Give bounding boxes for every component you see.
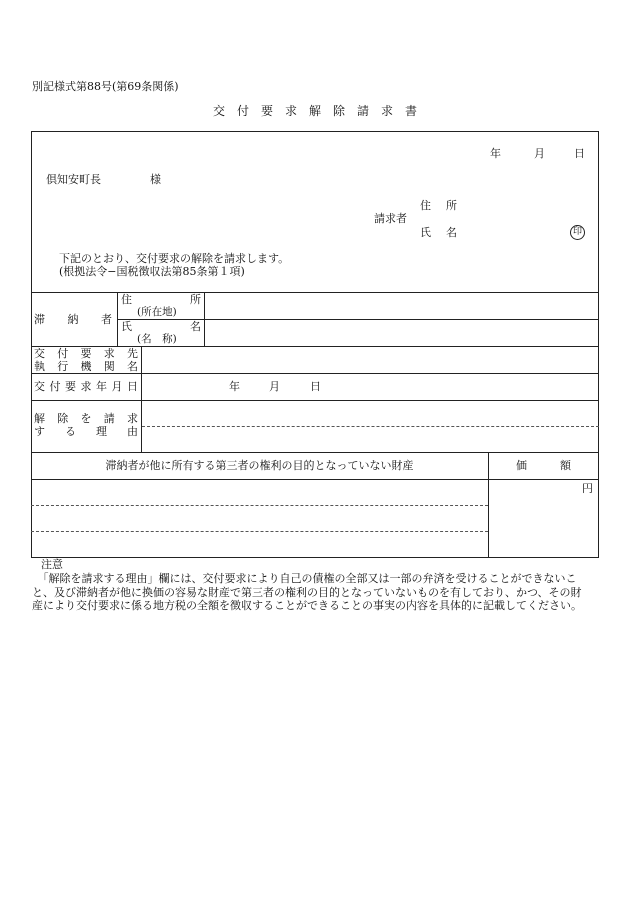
request-statement: 下記のとおり、交付要求の解除を請求します。 <box>59 252 290 265</box>
requester-name-label-2: 名 <box>446 226 457 239</box>
vline-delinquent <box>117 292 118 346</box>
line-property-header <box>31 479 599 480</box>
reason-dashed-line <box>142 426 599 427</box>
price-header: 価 額 <box>516 459 571 472</box>
notes-heading: 注意 <box>41 558 63 571</box>
delinquent-label: 滞 納 者 <box>34 313 112 326</box>
vline-labels <box>141 346 142 452</box>
requester-name-label-1: 氏 <box>420 226 431 239</box>
name-sub-label: (名 称) <box>137 333 177 345</box>
seal-mark-icon: 印 <box>570 225 585 240</box>
request-date-day: 日 <box>310 380 321 393</box>
vline-address-label <box>204 292 205 346</box>
form-title: 交 付 要 求 解 除 請 求 書 <box>212 104 417 118</box>
address-sub-label: (所在地) <box>137 306 177 318</box>
requester-address-label-2: 所 <box>446 199 457 212</box>
name-label-1: 氏 <box>121 320 132 333</box>
reason-label-line1: 解 除 を 請 求 <box>34 412 138 425</box>
line-date-end <box>31 400 599 401</box>
request-date-month: 月 <box>269 380 280 393</box>
form-reference: 別記様式第88号(第69条関係) <box>32 80 179 93</box>
request-dest-label-line1: 交 付 要 求 先 <box>34 347 138 360</box>
request-date-label: 交 付 要 求 年 月 日 <box>34 380 138 393</box>
addressee: 倶知安町長 <box>46 173 101 186</box>
requester-label: 請求者 <box>374 212 407 225</box>
name-label-2: 名 <box>190 320 201 333</box>
addressee-honorific: 様 <box>150 173 161 186</box>
reason-label-line2: す る 理 由 <box>34 425 138 438</box>
property-header: 滞納者が他に所有する第三者の権利の目的となっていない財産 <box>105 459 414 472</box>
date-year: 年 <box>490 147 501 160</box>
legal-basis: (根拠法令−国税徴収法第85条第１項) <box>59 265 245 278</box>
property-dashed-line-2 <box>31 531 488 532</box>
date-month: 月 <box>534 147 545 160</box>
requester-address-label-1: 住 <box>420 199 431 212</box>
line-reason-end <box>31 452 599 453</box>
address-label-2: 所 <box>190 293 201 306</box>
address-label-1: 住 <box>121 293 132 306</box>
date-day: 日 <box>574 147 585 160</box>
property-dashed-line-1 <box>31 505 488 506</box>
request-date-year: 年 <box>229 380 240 393</box>
notes-body: 「解除を請求する理由」欄には、交付要求により自己の債権の全部又は一部の弁済を受けることができないこと、及び滞納者が他に換価の容易な財産で第三者の権利の目的となっていないものを有しており、かつ、その財産により交付要求に係る地方税の全額を徴収することができることの事実の内容を具体的に記載してください。 <box>32 572 582 612</box>
yen-unit: 円 <box>582 482 593 495</box>
request-dest-label-line2: 執 行 機 関 名 <box>34 360 138 373</box>
